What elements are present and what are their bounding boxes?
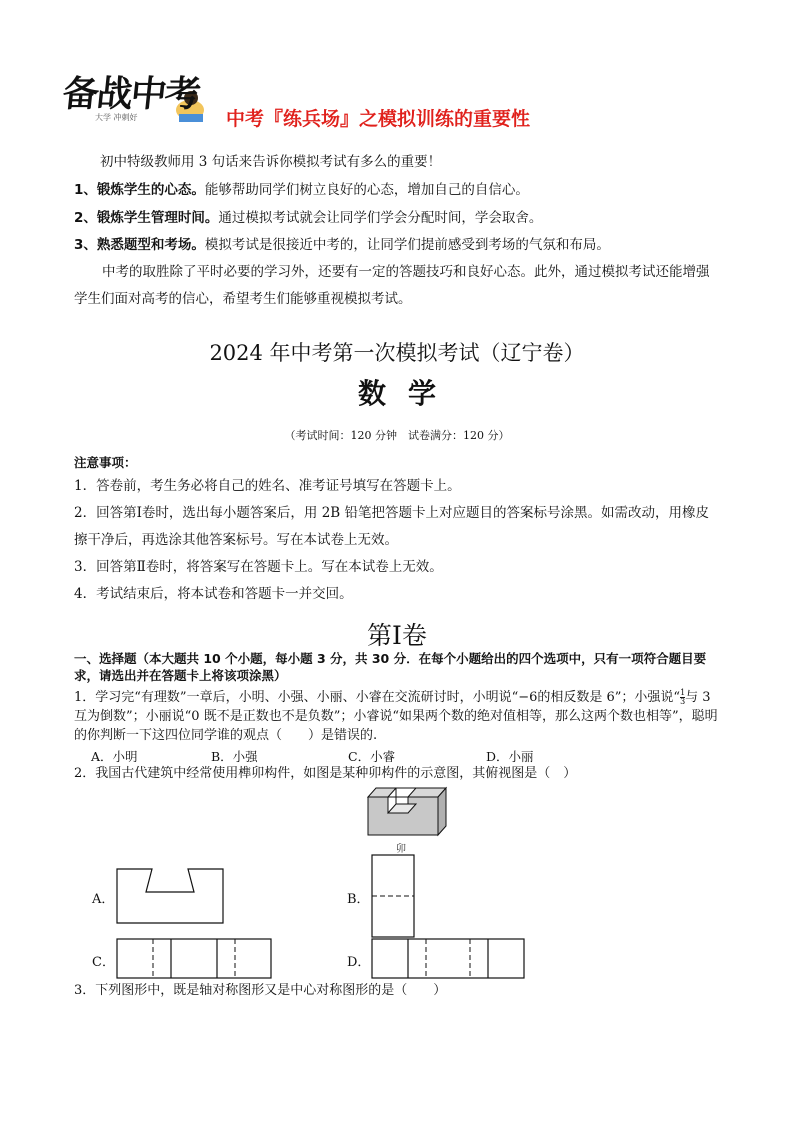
figure-a[interactable] <box>116 868 224 924</box>
notice-item-4: 4．考试结束后，将本试卷和答题卡一并交回。 <box>74 586 353 602</box>
notice-item-3: 3．回答第Ⅱ卷时，将答案写在答题卡上。写在本试卷上无效。 <box>74 559 443 575</box>
notice-title: 注意事项： <box>74 455 137 470</box>
figure-d-label[interactable]: D． <box>347 955 371 970</box>
figure-b[interactable] <box>371 854 415 938</box>
logo-subtitle: 大学 冲刺好 <box>95 113 138 122</box>
question-3: 3．下列图形中，既是轴对称图形又是中心对称图形的是（ ） <box>74 983 447 998</box>
mortise-3d-figure <box>358 783 458 843</box>
point-3-text: 模拟考试是很接近中考的，让同学们提前感受到考场的气氛和布局。 <box>204 237 610 253</box>
question-1 <box>74 688 724 745</box>
exam-subject: 数学 <box>357 377 458 410</box>
figure-c-label[interactable]: C． <box>92 955 115 970</box>
notice-item-1: 1．答卷前，考生务必将自己的姓名、准考证号填写在答题卡上。 <box>74 478 461 494</box>
option-d[interactable]: D．小丽 <box>486 749 534 764</box>
section-heading <box>74 650 724 684</box>
part-title: 第Ⅰ卷 <box>367 621 427 650</box>
intro-text: 初中特级教师用 3 句话来告诉你模拟考试有多么的重要！ <box>100 154 442 170</box>
exam-info: （考试时间：120 分钟 试卷满分：120 分） <box>284 429 510 442</box>
fraction-denominator: 3 <box>680 697 686 706</box>
option-b[interactable]: B．小强 <box>211 749 258 764</box>
point-3 <box>74 233 610 253</box>
figure-c[interactable] <box>116 938 272 979</box>
point-3-bold: 熟悉题型和考场。 <box>96 237 205 253</box>
figure-b-label[interactable]: B． <box>347 892 370 907</box>
point-2-bold: 锻炼学生管理时间。 <box>96 210 219 226</box>
question-2: 2．我国古代建筑中经常使用榫卯构件，如图是某种卯构件的示意图，其俯视图是（ ） <box>74 766 577 781</box>
option-a[interactable]: A．小明 <box>91 749 138 764</box>
logo-text: 备战中考 <box>60 74 201 115</box>
logo <box>55 62 215 132</box>
question-1-text-a: 1．学习完“有理数”一章后，小明、小强、小丽、小睿在交流研讨时，小明说“−6的相反数是 6”；小强说“ <box>74 690 681 705</box>
question-1-text-b: 与 3 互为倒数”；小丽说“0 既不是正数也不是负数”；小睿说“如果两个数的绝对值相等，那么这两个数也相等”，聪明的你判断一下这四位同学谁的观点（ ）是错误的. <box>74 690 718 743</box>
point-2-num: 2、 <box>74 210 97 226</box>
notice-item-2: 2．回答第Ⅰ卷时，选出每小题答案后，用 2B 铅笔把答题卡上对应题目的答案标号涂黑。如需改动，用橡皮擦干净后，再选涂其他答案标号。写在本试卷上无效。 <box>74 505 710 548</box>
section-heading-text: 一、选择题（本大题共 10 个小题，每小题 3 分，共 30 分．在每个小题给出的四个选项中，只有一项符合题目要求，请选出并在答题卡上将该项涂黑） <box>74 651 707 683</box>
point-2 <box>74 206 542 226</box>
point-1-num: 1、 <box>74 182 97 198</box>
headline: 中考『练兵场』之模拟训练的重要性 <box>226 108 531 130</box>
point-1-text: 能够帮助同学们树立良好的心态，增加自己的自信心。 <box>204 182 529 198</box>
mortise-label: 卯 <box>396 844 406 855</box>
point-3-num: 3、 <box>74 237 97 253</box>
point-1-bold: 锻炼学生的心态。 <box>96 182 205 198</box>
figure-a-label[interactable]: A． <box>92 892 115 907</box>
figure-d[interactable] <box>371 938 525 979</box>
exam-title: 2024 年中考第一次模拟考试（辽宁卷） <box>209 341 585 365</box>
fraction-numerator: 1 <box>680 688 686 697</box>
closing-paragraph: 中考的取胜除了平时必要的学习外，还要有一定的答题技巧和良好心态。此外，通过模拟考试还能增强学生们面对高考的信心，希望考生们能够重视模拟考试。 <box>74 264 710 307</box>
point-2-text: 通过模拟考试就会让同学们学会分配时间，学会取舍。 <box>218 210 543 226</box>
point-1 <box>74 178 529 198</box>
option-c[interactable]: C．小睿 <box>348 749 396 764</box>
